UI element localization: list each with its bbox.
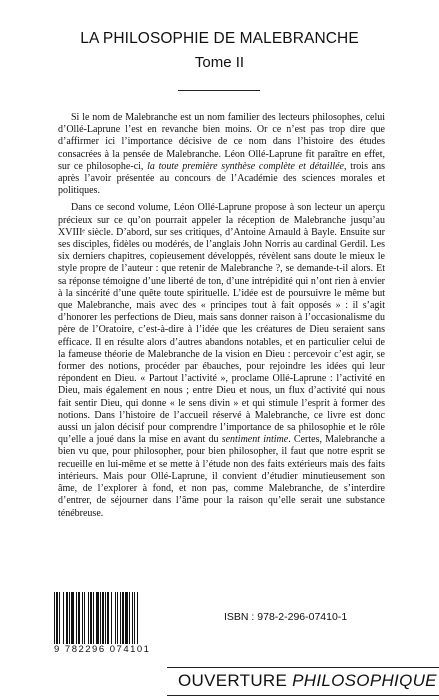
book-title: LA PHILOSOPHIE DE MALEBRANCHE [80,30,359,47]
paragraph-2 [58,202,385,519]
text-run: Dans ce second volume, Léon Ollé-Laprune propose à son lecteur un aperçu précieux sur ce qu’on pourrait appeler la réception de Malebranche jusqu’au XVIIIᵉ siècle. D’abord, sur ses critiques, d’Antoine Arnauld à Bayle. Ensuite sur ses disciples, fidèles ou modérés, de l’anglais John Norris au cardinal Gerdil. Les six derniers chapitres, copieusement développés, révèlent sans doute le mieux le style propre de l’auteur : que retenir de Malebranche ?, se demande-t-il alors. Et sa réponse témoigne d’une liberté de ton, d’une intrépidité qui n’ont rien à envier à la sincérité d’une quête toute spirituelle. L’idée est de poursuivre le même but que Malebranche, mais avec des « principes tout à fait opposés » : il s’agit d’honorer les perfections de Dieu, mais sans donner raison à l’occasionalisme du père de l’Oratoire, c’est-à-dire à l’idée que les créatures de Dieu seraient sans efficace. Il en résulte alors d’autres abandons notables, et en particulier celui de la fameuse théorie de Malebranche de la vision en Dieu : percevoir c’est agir, se former des notions, procéder par ébauches, pour rejoindre les idées qui leur répondent en Dieu. « Partout l’activité », proclame Ollé-Laprune : l’activité en Dieu, mais également en nous ; entre Dieu et nous, un flux d’activité qui nous fait sentir Dieu, qui donne « le sens divin » et qui stimule l’esprit à former des notions. Dans l’histoire de l’accueil réservé à Malebranche, ce livre est donc aussi un jalon décisif pour comprendre l’importance de sa philosophie et le rôle qu’elle a joué dans la mise en avant du [58,202,385,446]
italic-run: la toute première synthèse complète et détaillée [147,160,344,172]
isbn: ISBN : 978-2-296-07410-1 [224,611,348,623]
collection-name-part1: OUVERTURE [178,671,293,690]
text-run: , trois ans après l’avoir présentée au concours de l’Académie des sciences morales et politiques. [58,160,385,197]
volume-subtitle: Tome II [194,54,245,71]
italic-run: sentiment intime [221,434,289,446]
paragraph-1 [58,112,385,197]
back-cover-text [58,112,385,520]
collection-name [178,667,437,694]
title-divider [178,90,260,91]
barcode [54,592,164,652]
barcode-digits: 9 782296 074101 [54,644,176,655]
collection-name-part2: PHILOSOPHIQUE [292,671,437,690]
text-run: Si le nom de Malebranche est un nom familier des lecteurs philosophes, celui d’Ollé-Laprune l’est en revanche bien moins. Or ce n’est pas trop dire que d’affirmer ici l’importance décisive de ce nom dans l’histoire des études consacrées à la pensée de Malebranche. Léon Ollé-Laprune fit paraître en effet, sur ce philosophe-ci, [58,112,385,172]
text-run: . Certes, Malebranche a bien vu que, pour philosopher, pour bien philosopher, il faut que notre esprit se recueille en lui-même et se mette à l’étude non des faits extérieurs mais des faits intérieurs. Mais pour Ollé-Laprune, il convient d’étudier minutieusement son âme, de l’explorer à fond, et non pas, comme Malebranche, de s’interdire d’entrer, de séjourner dans l’âme pour la raison qu’elle serait une substance ténébreuse. [58,434,385,519]
barcode-bars [54,592,164,646]
